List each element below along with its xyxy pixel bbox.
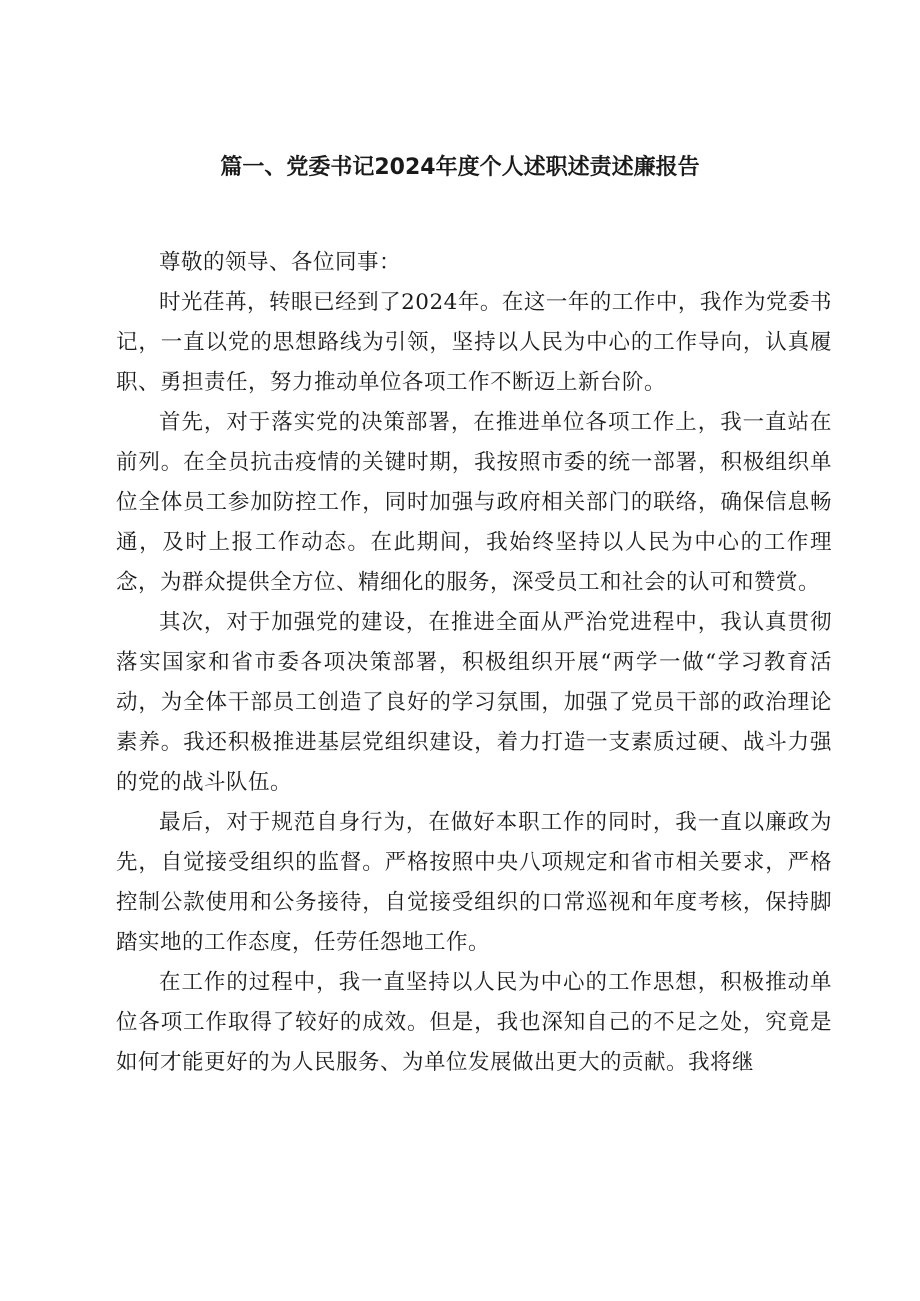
- paragraph-self-conduct: 最后，对于规范自身行为，在做好本职工作的同时，我一直以廉政为先，自觉接受组织的监督。严格按照中央八项规定和省市相关要求，严格控制公款使用和公务接待，自觉接受组织的口常巡视和年度考核，保持脚踏实地的工作态度，任劳任怨地工作。: [116, 810, 832, 955]
- salutation: 尊敬的领导、各位同事：: [159, 250, 402, 275]
- paragraph-party-building: 其次，对于加强党的建设，在推进全面从严治党进程中，我认真贯彻落实国家和省市委各项决策部署，积极组织开展“两学一做“学习教育活动，为全体干部员工创造了良好的学习氛围，加强了党员干部的政治理论素养。我还积极推进基层党组织建设，着力打造一支素质过硬、战斗力强的党的战斗队伍。: [116, 610, 832, 795]
- document-title: 篇一、党委书记2024年度个人述职述责述廉报告: [220, 155, 700, 180]
- paragraph-decisions: 首先，对于落实党的决策部署，在推进单位各项工作上，我一直站在前列。在全员抗击疫情的关键时期，我按照市委的统一部署，积极组织单位全体员工参加防控工作，同时加强与政府相关部门的联络，确保信息畅通，及时上报工作动态。在此期间，我始终坚持以人民为中心的工作理念，为群众提供全方位、精细化的服务，深受员工和社会的认可和赞赏。: [116, 410, 832, 595]
- paragraph-intro: 时光荏苒，转眼已经到了2024年。在这一年的工作中，我作为党委书记，一直以党的思想路线为引领，坚持以人民为中心的工作导向，认真履职、勇担责任，努力推动单位各项工作不断迈上新台阶。: [116, 290, 832, 395]
- paragraph-summary: 在工作的过程中，我一直坚持以人民为中心的工作思想，积极推动单位各项工作取得了较好的成效。但是，我也深知自己的不足之处，究竟是如何才能更好的为人民服务、为单位发展做出更大的贡献。我将继: [116, 970, 832, 1075]
- document-body: [116, 243, 832, 1083]
